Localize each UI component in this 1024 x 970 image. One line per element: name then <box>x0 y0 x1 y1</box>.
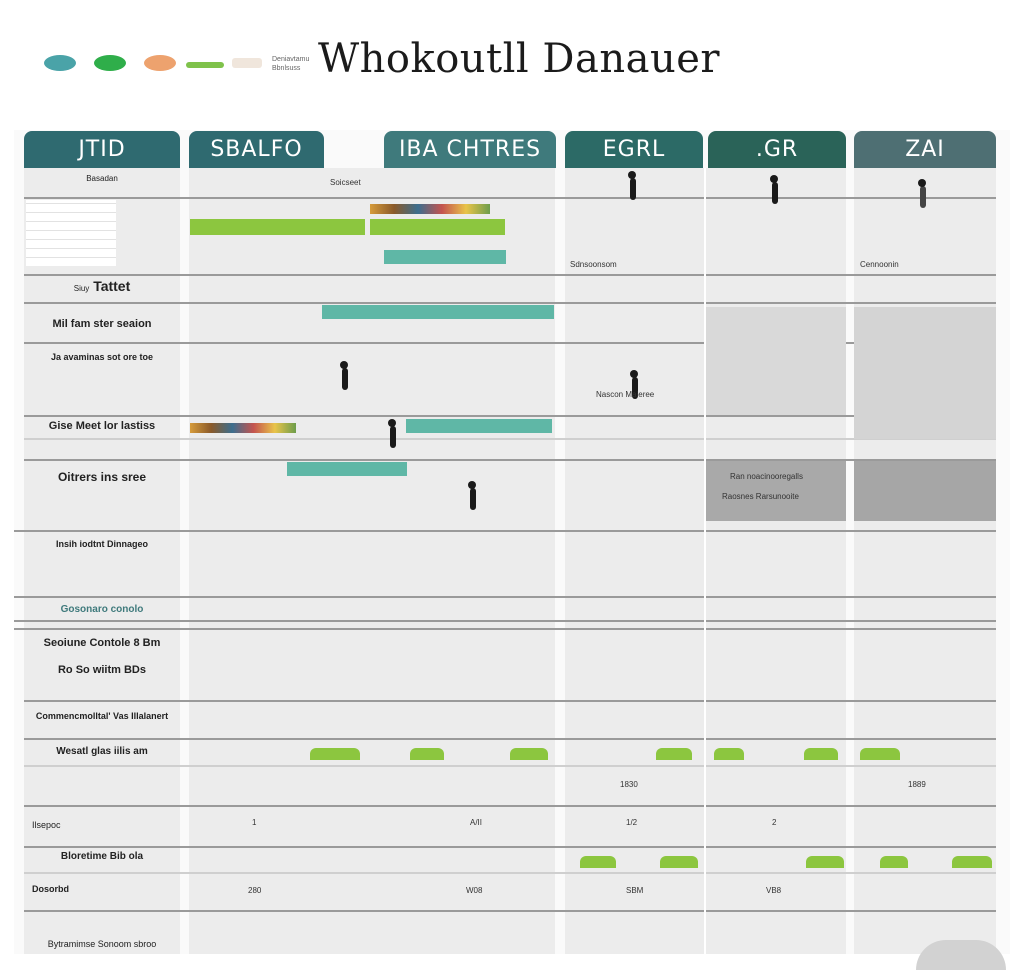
row-divider <box>24 805 996 807</box>
row-divider <box>14 530 996 532</box>
grass-bar <box>714 748 744 760</box>
row-divider <box>24 459 996 461</box>
legend-note: Deniavtamu Bbnlsuss <box>272 56 310 72</box>
page-title: Whokoutll Danauer <box>318 36 720 82</box>
row-label-13: Ilsepoc <box>32 820 61 830</box>
row-label-6: Oitrers ins sree <box>57 470 147 484</box>
exercise-image <box>706 461 846 521</box>
grass-bar <box>660 856 698 868</box>
cream-swatch <box>232 58 262 68</box>
green-swatch <box>94 55 126 71</box>
column-header-1[interactable]: JTID <box>24 131 180 168</box>
row-divider <box>24 738 996 740</box>
column-header-2[interactable]: SBALFO <box>189 131 324 168</box>
exercise-figure <box>470 488 476 510</box>
cell-number: 280 <box>248 886 262 895</box>
row-label-12: Wesatl glas iilis am <box>56 746 148 757</box>
cell-number: 1830 <box>620 780 638 789</box>
row-label-16: Bytramimse Sonoom sbroo <box>47 939 157 949</box>
exercise-figure <box>390 426 396 448</box>
grass-bar <box>580 856 616 868</box>
cell-number: SBM <box>626 886 644 895</box>
cell-note: Raosnes Rarsunooite <box>722 492 799 501</box>
column-gutter <box>704 168 706 954</box>
row-divider <box>14 628 996 630</box>
exercise-image <box>706 307 846 415</box>
exercise-figure <box>920 186 926 208</box>
grass-bar <box>860 748 900 760</box>
row-divider <box>24 415 996 417</box>
cell-note: Sdnsoonsom <box>570 260 617 269</box>
cell-number: 1 <box>252 818 257 827</box>
activity-bar <box>190 423 296 433</box>
row-divider <box>24 342 996 344</box>
row-divider <box>24 302 996 304</box>
cell-note: Nascon Maieree <box>596 390 655 399</box>
row-label-8: Gosonaro conolo <box>60 604 144 615</box>
row-divider <box>24 910 996 912</box>
cell-note: Cennoonin <box>860 260 899 269</box>
activity-bar-teal <box>322 305 554 319</box>
row-label-2: Siuy Tattet <box>73 278 131 294</box>
grass-bar <box>410 748 444 760</box>
calendar-thumbnail <box>26 200 116 266</box>
exercise-figure <box>630 178 636 200</box>
column-header-4[interactable]: EGRL <box>565 131 703 168</box>
activity-bar-green <box>190 219 365 235</box>
row-label-4: Ja avaminas sot ore toe <box>50 352 154 362</box>
activity-bar <box>370 204 490 214</box>
row-label-11: Commencmolltal' Vas Illalanert <box>35 711 169 721</box>
grass-bar <box>804 748 838 760</box>
activity-bar-green <box>370 219 505 235</box>
lime-swatch <box>186 62 224 68</box>
grass-bar <box>310 748 360 760</box>
scroll-button[interactable] <box>916 940 1006 970</box>
activity-bar-teal <box>406 419 552 433</box>
orange-swatch <box>144 55 176 71</box>
exercise-image <box>854 461 996 521</box>
row-label-7: Insih iodtnt Dinnageo <box>56 539 148 549</box>
row-label-15: Dosorbd <box>32 884 69 894</box>
cell-number: VB8 <box>766 886 782 895</box>
column-header-3[interactable]: IBA CHTRES <box>384 131 556 168</box>
row-label-14: Bloretime Bib ola <box>60 851 144 862</box>
grass-bar <box>510 748 548 760</box>
activity-bar-teal <box>287 462 407 476</box>
column-2-body <box>189 168 555 954</box>
row-label-3: Mil fam ster seaion <box>52 318 152 330</box>
row-divider <box>14 620 996 622</box>
row-label-1: Basadan <box>86 174 118 183</box>
column-header-5[interactable]: .GR <box>708 131 846 168</box>
exercise-figure <box>772 182 778 204</box>
grass-bar <box>952 856 992 868</box>
cell-number: 1889 <box>908 780 926 789</box>
row-divider <box>24 872 996 874</box>
row-label-9: Seoiune Contole 8 Bm <box>43 637 161 649</box>
row-divider <box>24 846 996 848</box>
cell-number: 2 <box>772 818 777 827</box>
teal-swatch <box>44 55 76 71</box>
cell-number: A/II <box>470 818 483 827</box>
row-label-10: Ro So wiitm BDs <box>57 664 146 676</box>
row-divider <box>24 438 996 440</box>
cell-number: W08 <box>466 886 483 895</box>
grass-bar <box>656 748 692 760</box>
row-divider <box>14 596 996 598</box>
row-divider <box>24 700 996 702</box>
cell-number: 1/2 <box>626 818 638 827</box>
row-divider <box>24 274 996 276</box>
row-divider <box>24 197 996 199</box>
grass-bar <box>880 856 908 868</box>
row-divider <box>24 765 996 767</box>
cell-note: Ran noacinooregalls <box>730 472 803 481</box>
grass-bar <box>806 856 844 868</box>
header-note: Soicseet <box>330 178 361 187</box>
row-label-5: Gise Meet lor lastiss <box>48 420 156 432</box>
exercise-image <box>854 307 996 439</box>
activity-bar-teal <box>384 250 506 264</box>
exercise-figure <box>342 368 348 390</box>
column-6-body <box>854 168 996 954</box>
column-header-6[interactable]: ZAI <box>854 131 996 168</box>
